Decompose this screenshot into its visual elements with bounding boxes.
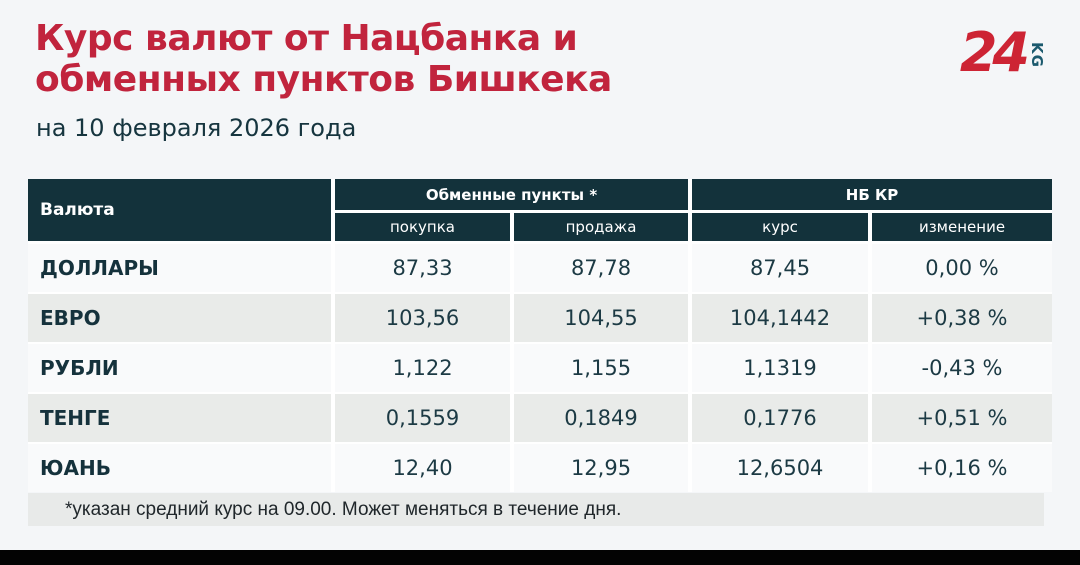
table-row-rubles	[28, 344, 1052, 392]
footnote: *указан средний курс на 09.00. Может меняться в течение дня.	[28, 493, 1044, 526]
change-value: +0,38 %	[872, 294, 1052, 342]
column-header-rate: курс	[692, 213, 868, 241]
sell-value: 1,155	[514, 344, 688, 392]
buy-value: 1,122	[335, 344, 510, 392]
nbkr-rate-value: 0,1776	[692, 394, 868, 442]
nbkr-rate-value: 87,45	[692, 244, 868, 292]
currency-name: РУБЛИ	[28, 344, 331, 392]
column-header-sell: продажа	[514, 213, 688, 241]
table-row-yuan	[28, 444, 1052, 492]
column-header-change: изменение	[872, 213, 1052, 241]
column-group-nbkr: НБ КР	[692, 179, 1052, 210]
sell-value: 0,1849	[514, 394, 688, 442]
change-value: 0,00 %	[872, 244, 1052, 292]
change-value: -0,43 %	[872, 344, 1052, 392]
sell-value: 12,95	[514, 444, 688, 492]
column-header-buy: покупка	[335, 213, 510, 241]
table-header	[28, 179, 1052, 241]
nbkr-rate-value: 12,6504	[692, 444, 868, 492]
table-row-euro	[28, 294, 1052, 342]
buy-value: 12,40	[335, 444, 510, 492]
page-title	[35, 18, 612, 100]
change-value: +0,16 %	[872, 444, 1052, 492]
date-subtitle: на 10 февраля 2026 года	[36, 114, 357, 142]
currency-name: ЮАНЬ	[28, 444, 331, 492]
logo-24-icon: 24	[959, 21, 1025, 84]
currency-name: ЕВРО	[28, 294, 331, 342]
table-body	[28, 244, 1052, 492]
nbkr-rate-value: 104,1442	[692, 294, 868, 342]
table-row-dollars	[28, 244, 1052, 292]
currency-name: ДОЛЛАРЫ	[28, 244, 331, 292]
column-group-exchange-offices: Обменные пункты *	[335, 179, 688, 210]
page-title-line1: Курс валют от Нацбанка и	[35, 18, 578, 59]
change-value: +0,51 %	[872, 394, 1052, 442]
nbkr-rate-value: 1,1319	[692, 344, 868, 392]
currency-name: ТЕНГЕ	[28, 394, 331, 442]
buy-value: 103,56	[335, 294, 510, 342]
24kg-logo	[959, 21, 1046, 84]
exchange-rates-table	[28, 179, 1052, 492]
buy-value: 0,1559	[335, 394, 510, 442]
column-header-currency: Валюта	[28, 179, 331, 241]
sell-value: 104,55	[514, 294, 688, 342]
buy-value: 87,33	[335, 244, 510, 292]
table-row-tenge	[28, 394, 1052, 442]
bottom-bar	[0, 550, 1080, 565]
logo-kg-label: KG	[1028, 42, 1046, 68]
sell-value: 87,78	[514, 244, 688, 292]
page-title-line2: обменных пунктов Бишкека	[35, 59, 612, 100]
